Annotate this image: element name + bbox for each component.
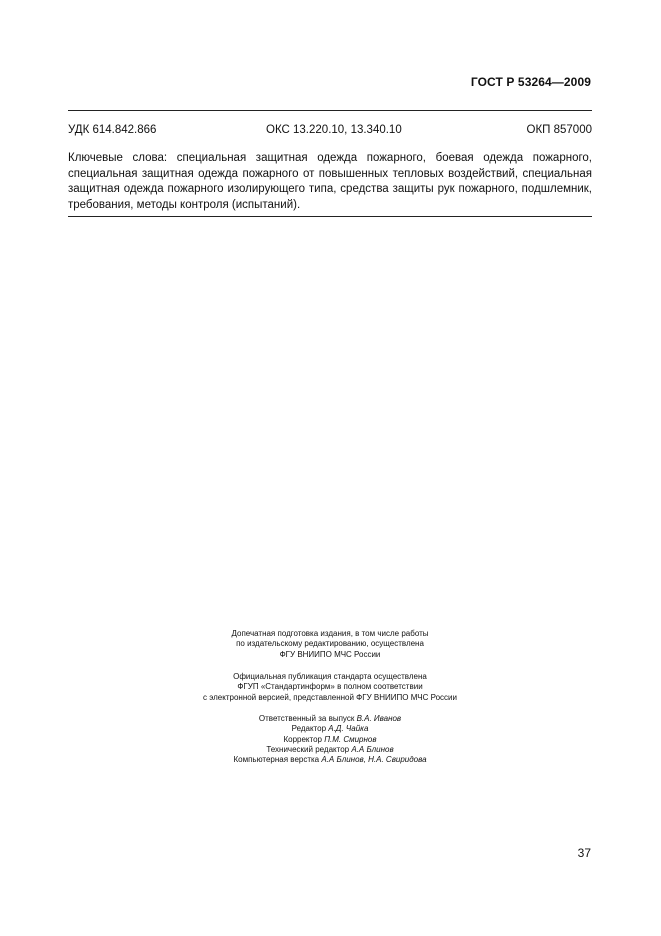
imprint-line: ФГУ ВНИИПО МЧС России [279,649,381,659]
credit-line [150,724,510,734]
credit-line [150,735,510,745]
imprint-line: ФГУП «Стандартинформ» в полном соответствии [237,682,423,692]
classification-row [68,124,592,140]
credit-name: В.А. Иванов [356,714,402,723]
page-number: 37 [577,846,591,860]
credit-role: Компьютерная верстка [233,755,320,765]
bottom-divider [68,216,592,217]
credit-role: Ответственный за выпуск [258,714,355,723]
credit-role: Редактор [291,724,327,734]
imprint-official-publication [150,672,510,703]
oks-code: ОКС 13.220.10, 13.340.10 [266,124,402,136]
imprint-preparation [150,629,510,660]
credit-name: П.М. Смирнов [324,734,377,744]
standard-code: ГОСТ Р 53264—2009 [470,75,591,89]
credit-role: Технический редактор [266,744,350,754]
credit-name: А.А Блинов [351,744,394,754]
keywords-paragraph: Ключевые слова: специальная защитная одежда пожарного, боевая одежда пожарного, специальная защитная одежда пожарного от повышенных тепловых воздействий, специальная защитная одежда пожарного изолирующего типа, средства защиты рук пожарного, подшлемник, требования, методы контроля (испытаний). [68,152,592,211]
imprint-credits [150,714,510,765]
credit-name: А.А Блинов, Н.А. Свиридова [321,755,427,765]
imprint-line: по издательскому редактированию, осуществлена [236,639,424,649]
credit-line [150,745,510,755]
imprint-line: с электронной версией, представленной ФГУ ВНИИПО МЧС России [203,692,457,702]
credit-name: А.Д. Чайка [328,724,369,734]
udk-code: УДК 614.842.866 [68,124,157,136]
credit-line [150,714,510,724]
top-divider [68,110,592,111]
credit-role: Корректор [283,734,322,744]
imprint-line: Официальная публикация стандарта осуществлена [233,672,427,681]
imprint-line: Допечатная подготовка издания, в том числе работы [231,629,429,638]
okp-code: ОКП 857000 [526,124,592,136]
credit-line [150,755,510,765]
